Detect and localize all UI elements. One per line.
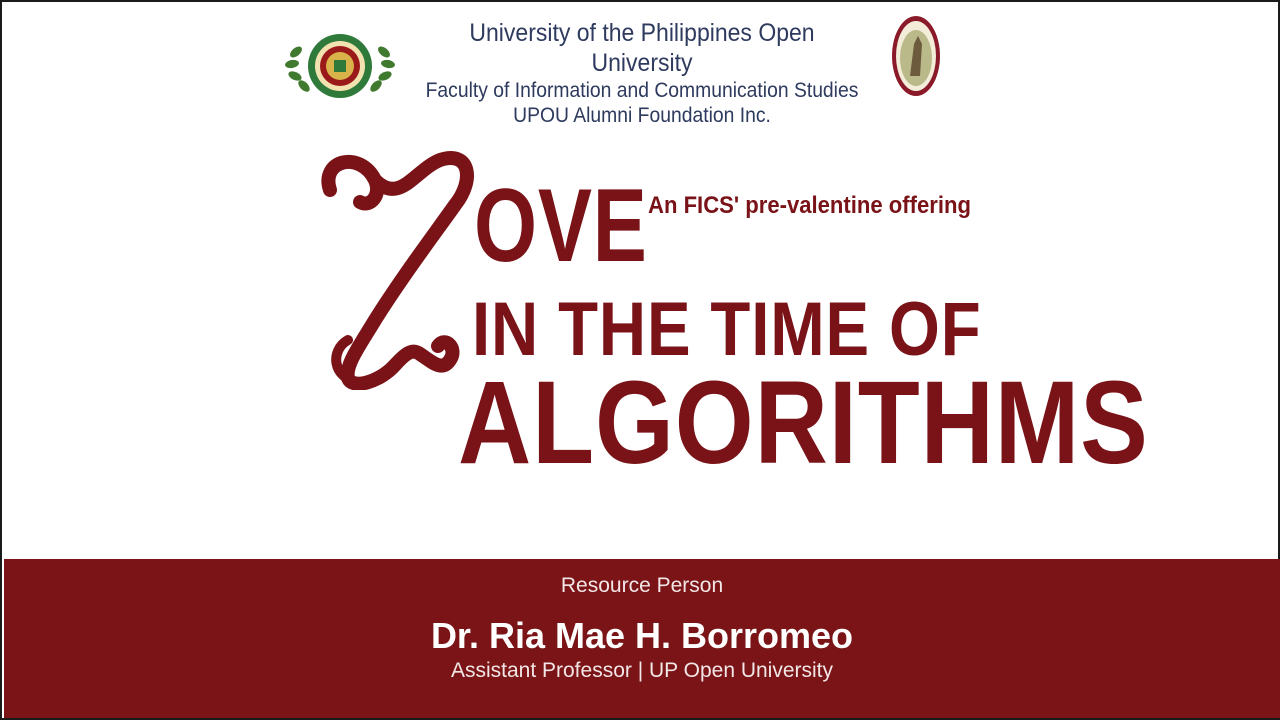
header: [282, 12, 962, 127]
speaker-position: Assistant Professor | UP Open University: [450, 659, 834, 682]
header-text: [402, 18, 882, 128]
title-line3: ALGORITHMS: [458, 357, 1149, 489]
speaker-name: Dr. Ria Mae H. Borromeo: [430, 615, 854, 656]
resource-person-label: Resource Person: [560, 574, 724, 597]
university-name: University of the Philippines Open University: [469, 19, 815, 77]
faculty-name: Faculty of Information and Communication Studies: [425, 79, 859, 102]
foundation-name: UPOU Alumni Foundation Inc.: [513, 104, 771, 127]
footer-band: [4, 559, 1280, 718]
alumni-foundation-seal-icon: [890, 14, 942, 98]
title-love-rest: OVE: [474, 168, 648, 284]
upou-seal-icon: [282, 26, 398, 106]
title-line2: IN THE TIME OF: [472, 287, 982, 372]
tagline: An FICS' pre-valentine offering: [648, 192, 971, 219]
title-block: [2, 142, 1280, 502]
script-letter-l: [320, 150, 490, 390]
